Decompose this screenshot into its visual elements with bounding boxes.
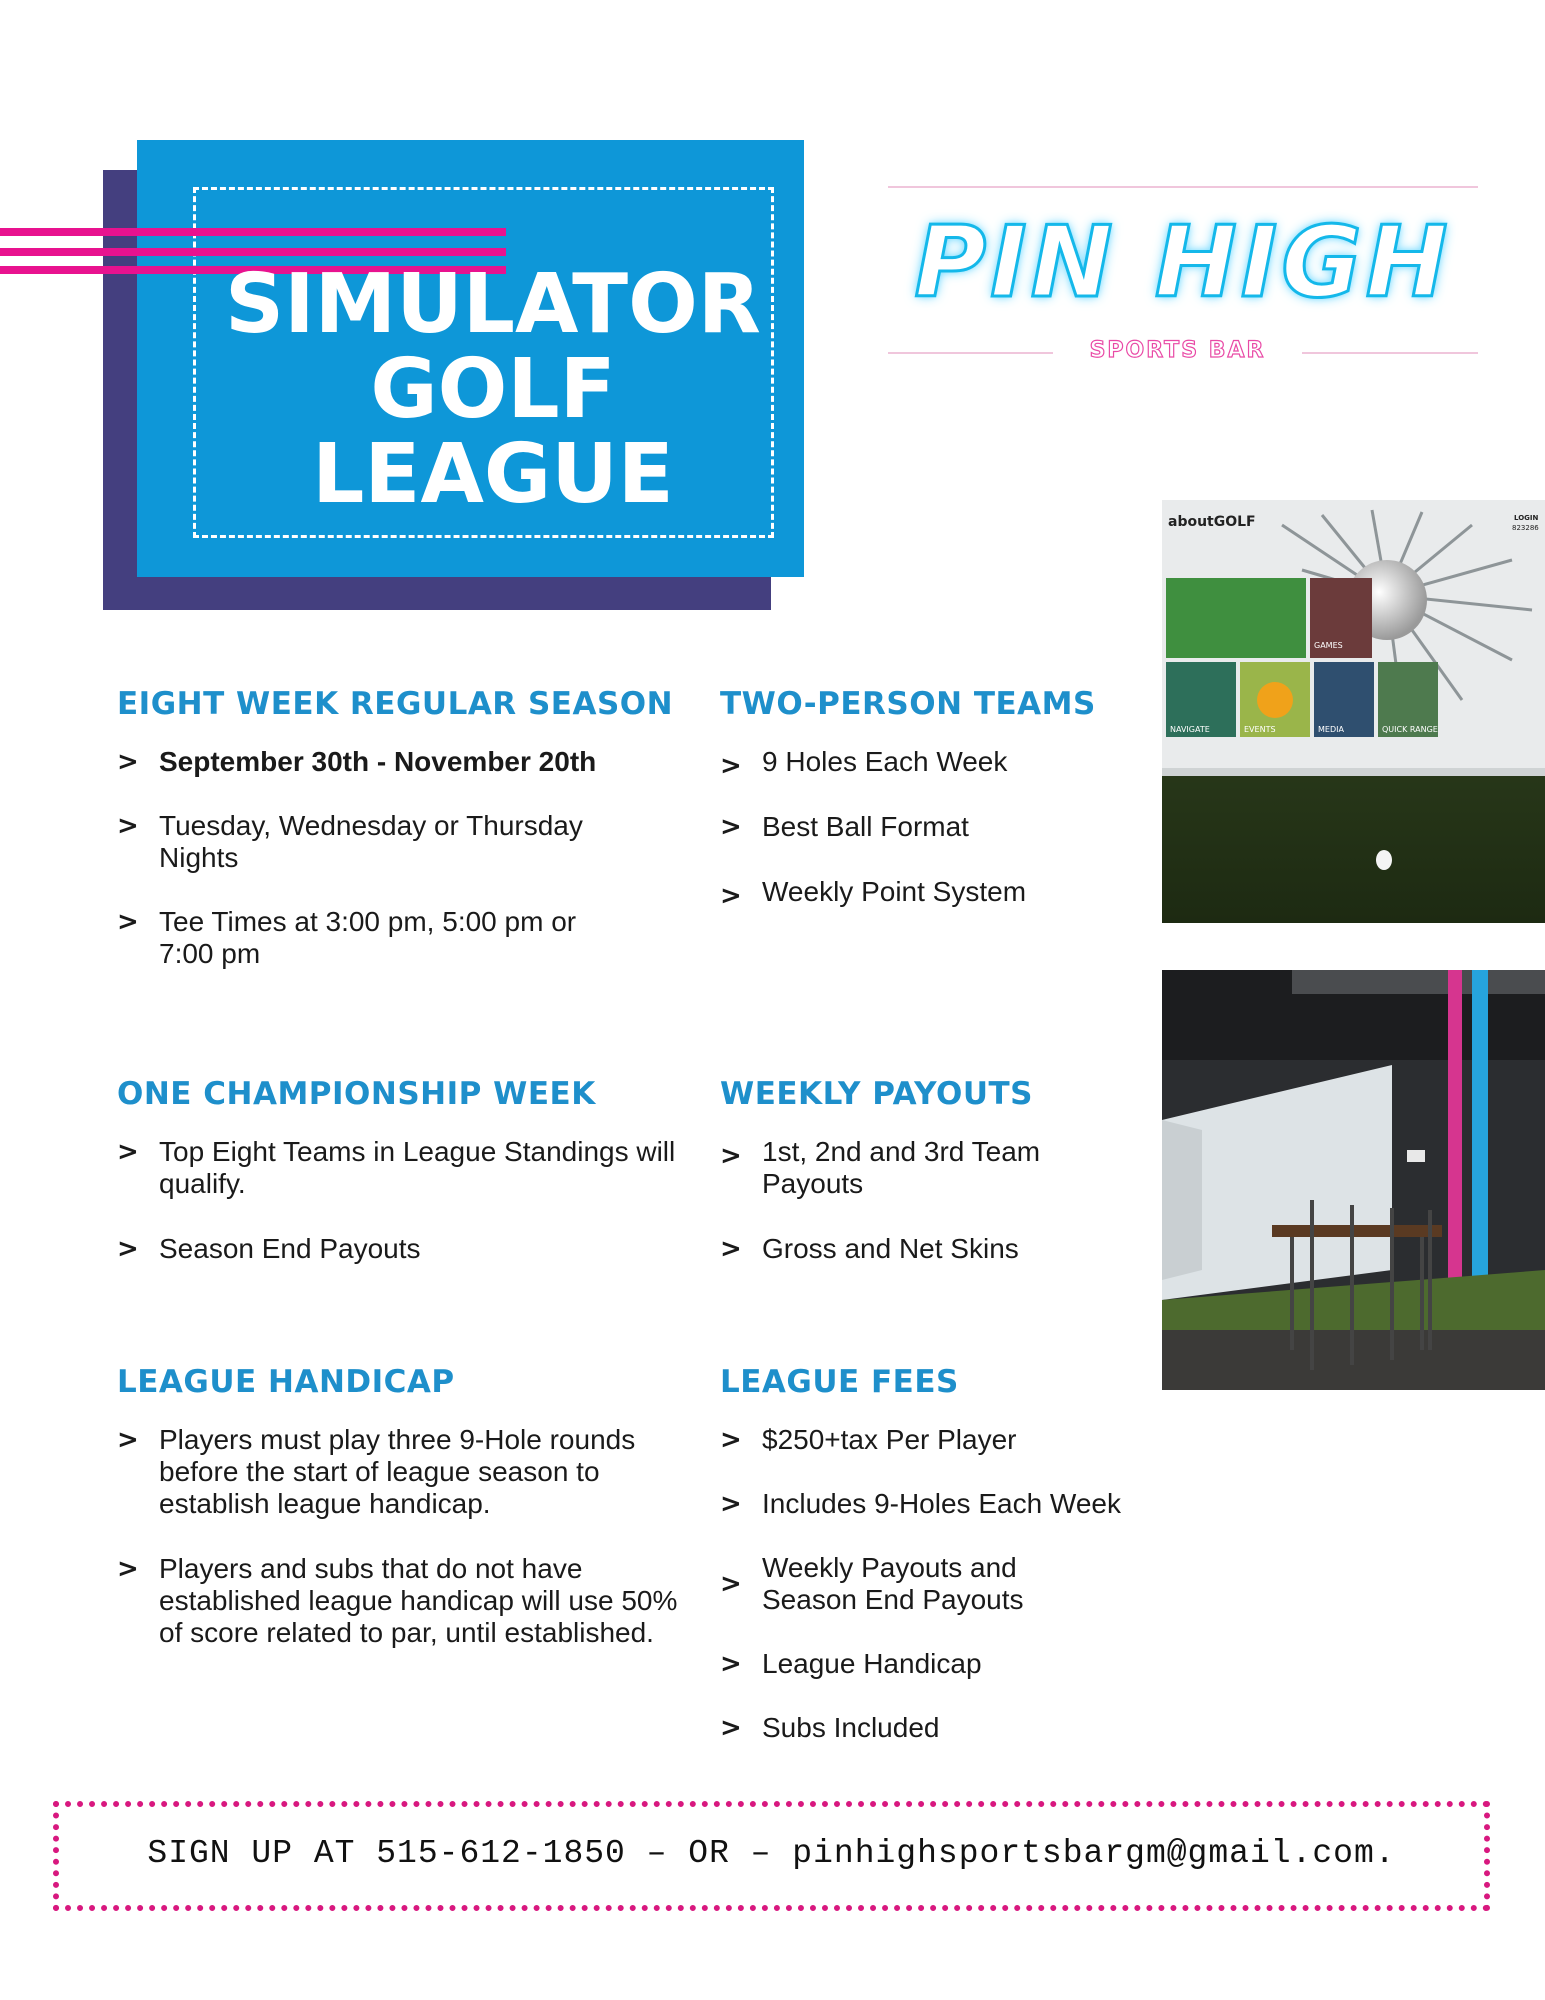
section-teams (720, 686, 1140, 911)
list-item: > $250+tax Per Player (720, 1424, 1017, 1455)
section-title: ONE CHAMPIONSHIP WEEK (117, 1076, 596, 1112)
section-regular-season (117, 686, 677, 970)
section-title: TWO-PERSON TEAMS (720, 686, 1096, 722)
chevron-right-icon: > (117, 1554, 139, 1584)
chevron-right-icon: > (720, 1141, 742, 1171)
chevron-right-icon: > (720, 1234, 742, 1264)
list-item: > Top Eight Teams in League Standings will qualify. (117, 1136, 676, 1199)
tile-label: MEDIA (1318, 725, 1344, 734)
tile-label: GAMES (1314, 641, 1343, 650)
chevron-right-icon: > (720, 1713, 742, 1743)
section-title: WEEKLY PAYOUTS (720, 1076, 1033, 1112)
chevron-right-icon: > (117, 811, 139, 841)
pin-high-logo: PIN HIGH (914, 206, 1452, 320)
list-item: > Weekly Point System (720, 876, 1027, 911)
logo-divider (1302, 352, 1478, 354)
list-item: > Tee Times at 3:00 pm, 5:00 pm or 7:00 pm (117, 906, 577, 969)
list-item: > League Handicap (720, 1648, 982, 1679)
tile-label: EVENTS (1244, 725, 1276, 734)
chevron-right-icon: > (720, 1489, 742, 1519)
title-line-1: SIMULATOR (225, 257, 761, 352)
list-item: > September 30th - November 20th (117, 746, 597, 777)
section-payouts (720, 1076, 1140, 1265)
section-championship (117, 1076, 677, 1265)
aboutgolf-brand: aboutGOLF (1168, 514, 1256, 530)
simulator-screen-photo (1162, 500, 1545, 923)
section-handicap (117, 1364, 677, 1649)
tile-label: NAVIGATE (1170, 725, 1210, 734)
login-label: LOGIN (1514, 514, 1539, 522)
title-line-2: GOLF (370, 342, 616, 437)
tile-label: QUICK RANGE (1382, 725, 1438, 734)
section-title: LEAGUE FEES (720, 1364, 959, 1400)
list-item: > 1st, 2nd and 3rd Team Payouts (720, 1136, 1041, 1199)
logo-divider (888, 186, 1478, 188)
list-item: > Players must play three 9-Hole rounds before the start of league season to establish league handicap. (117, 1424, 636, 1519)
section-fees (720, 1364, 1150, 1744)
pink-stripe (0, 228, 506, 236)
list-item: > Players and subs that do not have established league handicap will use 50% of score related to par, until established. (117, 1553, 678, 1648)
logo-subtitle: SPORTS BAR (1089, 338, 1266, 363)
login-code: 823286 (1512, 524, 1539, 532)
signup-text: SIGN UP AT 515-612-1850 – OR – pinhighsportsbargm@gmail.com. (147, 1835, 1396, 1872)
pink-stripe (0, 248, 506, 256)
chevron-right-icon: > (720, 1569, 742, 1599)
list-item: > Subs Included (720, 1712, 940, 1743)
section-title: LEAGUE HANDICAP (117, 1364, 455, 1400)
chevron-right-icon: > (720, 1649, 742, 1679)
chevron-right-icon: > (720, 751, 742, 781)
simulator-bay-illustration (1162, 970, 1545, 1390)
list-item: > 9 Holes Each Week (720, 746, 1008, 781)
list-item: > Weekly Payouts and Season End Payouts (720, 1552, 1024, 1615)
section-title: EIGHT WEEK REGULAR SEASON (117, 686, 674, 722)
chevron-right-icon: > (720, 881, 742, 911)
list-item: > Gross and Net Skins (720, 1233, 1019, 1264)
chevron-right-icon: > (117, 1425, 139, 1455)
list-item: > Best Ball Format (720, 811, 969, 842)
list-item: > Season End Payouts (117, 1233, 421, 1264)
chevron-right-icon: > (720, 1425, 742, 1455)
simulator-bay-photo (1162, 970, 1545, 1390)
simulator-screen-illustration (1162, 500, 1545, 923)
chevron-right-icon: > (117, 1137, 139, 1167)
chevron-right-icon: > (720, 812, 742, 842)
page-title (193, 257, 793, 522)
logo-divider (888, 352, 1053, 354)
chevron-right-icon: > (117, 907, 139, 937)
chevron-right-icon: > (117, 747, 139, 777)
title-line-3: LEAGUE (312, 427, 674, 522)
list-item: > Includes 9-Holes Each Week (720, 1488, 1121, 1519)
chevron-right-icon: > (117, 1234, 139, 1264)
list-item: > Tuesday, Wednesday or Thursday Nights (117, 810, 583, 873)
